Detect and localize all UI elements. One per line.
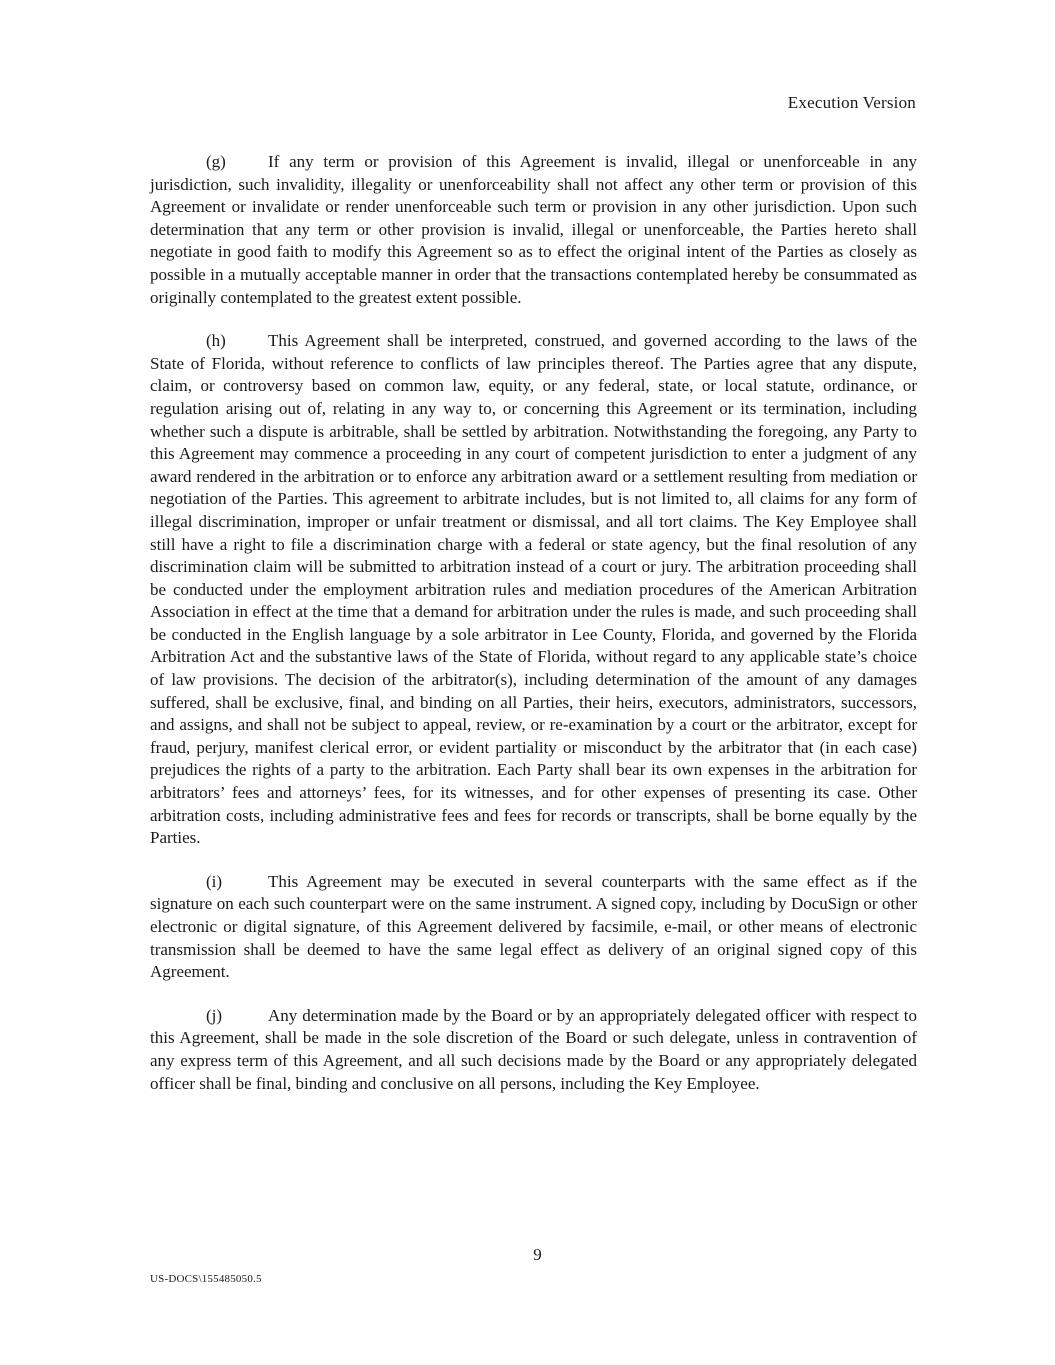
- page-number: 9: [533, 1245, 542, 1264]
- paragraph-label: (j): [206, 1005, 223, 1025]
- document-body: [150, 151, 917, 1116]
- paragraph-j: [150, 1005, 917, 1095]
- paragraph-text: Any determination made by the Board or by an appropriately delegated officer with respect to this Agreement, shall be made in the sole discretion of the Board or such delegate, unless in contravention of any express term of this Agreement, and all such decisions made by the Board or any appropriately delegated officer shall be final, binding and conclusive on all persons, including the Key Employee.: [150, 1005, 917, 1093]
- paragraph-g: [150, 151, 917, 309]
- paragraph-text: This Agreement may be executed in several counterparts with the same effect as if the signature on each such counterpart were on the same instrument. A signed copy, including by DocuSign or other electronic or digital signature, of this Agreement delivered by facsimile, e-mail, or other means of electronic transmission shall be deemed to have the same legal effect as delivery of an original signed copy of this Agreement.: [150, 871, 917, 982]
- paragraph-h: [150, 330, 917, 850]
- paragraph-label: (i): [206, 871, 223, 891]
- paragraph-label: (h): [206, 331, 226, 351]
- paragraph-text: If any term or provision of this Agreement is invalid, illegal or unenforceable in any jurisdiction, such invalidity, illegality or unenforceability shall not affect any other term or provision of this Agreement or invalidate or render unenforceable such term or provision in any other jurisdiction. Upon such determination that any term or other provision is invalid, illegal or unenforceable, the Parties hereto shall negotiate in good faith to modify this Agreement so as to effect the original intent of the Parties as closely as possible in a mutually acceptable manner in order that the transactions contemplated hereby be consummated as originally contemplated to the greatest extent possible.: [150, 152, 917, 307]
- paragraph-label: (g): [206, 152, 226, 171]
- paragraph-text: This Agreement shall be interpreted, construed, and governed according to the laws of the State of Florida, without reference to conflicts of law principles thereof. The Parties agree that any dispute, claim, or controversy based on common law, equity, or any federal, state, or local statute, ordinance, or regulation arising out of, relating in any way to, or concerning this Agreement or its termination, including whether such a dispute is arbitrable, shall be settled by arbitration. Notwithstanding the foregoing, any Party to this Agreement may commence a proceeding in any court of competent jurisdiction to enter a judgment of any award rendered in the arbitration or to enforce any arbitration award or a settlement resulting from mediation or negotiation of the Parties. This agreement to arbitrate includes, but is not limited to, all claims for any form of illegal discrimination, improper or unfair treatment or dismissal, and all tort claims. The Key Employee shall still have a right to file a discrimination charge with a federal or state agency, but the final resolution of any discrimination claim will be submitted to arbitration instead of a court or jury. The arbitration proceeding shall be conducted under the employment arbitration rules and mediation procedures of the American Arbitration Association in effect at the time that a demand for arbitration under the rules is made, and such proceeding shall be conducted in the English language by a sole arbitrator in Lee County, Florida, and governed by the Florida Arbitration Act and the substantive laws of the State of Florida, without regard to any applicable state’s choice of law provisions. The decision of the arbitrator(s), including determination of the amount of any damages suffered, shall be exclusive, final, and binding on all Parties, their heirs, executors, administrators, successors, and assigns, and shall not be subject to appeal, review, or re-examination by a court or the arbitrator, except for fraud, perjury, manifest clerical error, or evident partiality or misconduct by the arbitrator that (in each case) prejudices the rights of a party to the arbitration. Each Party shall bear its own expenses in the arbitration for arbitrators’ fees and attorneys’ fees, for its witnesses, and for other expenses of presenting its case. Other arbitration costs, including administrative fees and fees for records or transcripts, shall be borne equally by the Parties.: [150, 331, 917, 848]
- paragraph-i: [150, 871, 917, 984]
- execution-version-header: Execution Version: [787, 93, 916, 112]
- document-id: US-DOCS\155485050.5: [150, 1273, 262, 1285]
